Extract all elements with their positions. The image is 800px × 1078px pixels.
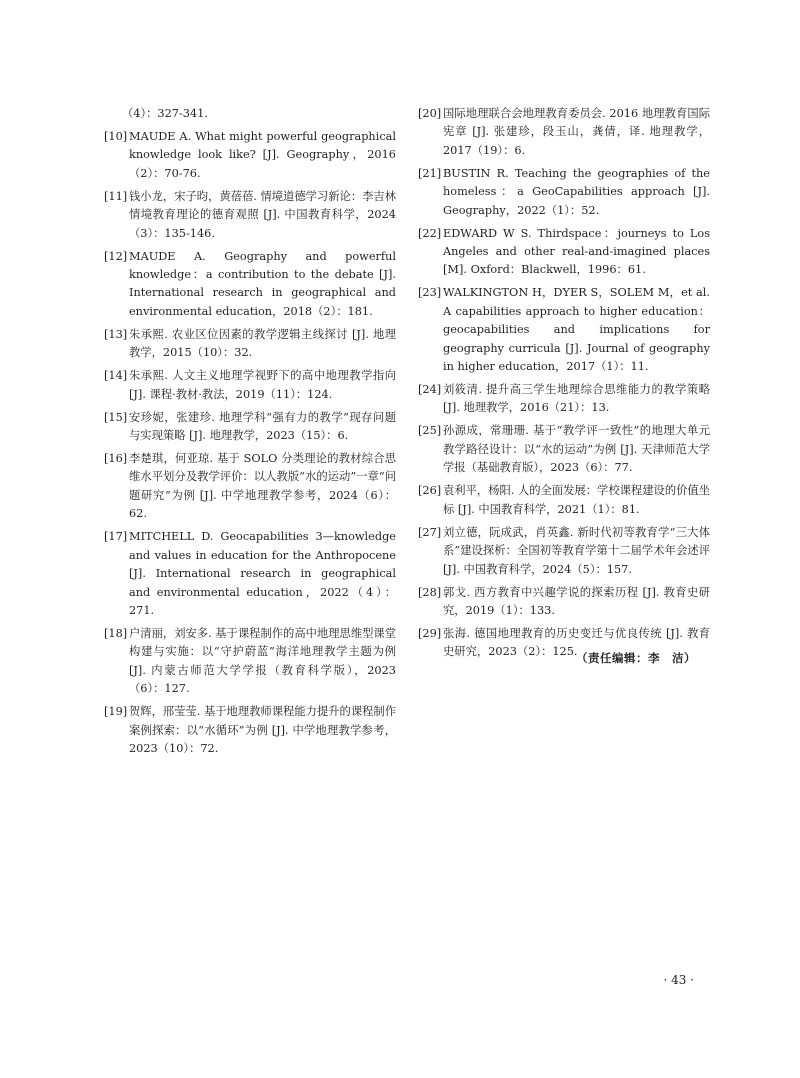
reference-21: [21] BUSTIN R. Teaching the geographies of the homeless：a GeoCapabilities approach [J]. Geography，2022（1）：52. xyxy=(418,166,710,217)
references-right-column xyxy=(418,105,710,666)
page-number: · 43 · xyxy=(663,973,694,987)
reference-10: [10] MAUDE A. What might powerful geographical knowledge look like? [J]. Geography，2016（2）：70-76. xyxy=(104,130,396,180)
reference-11: [11] 钱小龙，宋子昀，黄蓓蓓. 情境道德学习新论：李吉林情境教育理论的德育观照 [J]. 中国教育科学，2024（3）：135-146. xyxy=(104,189,397,240)
reference-17: [17] MITCHELL D. Geocapabilities 3—knowledge and values in education for the Anthropocene [J]. International research in geographical and environmental education，2022（4）：271. xyxy=(104,530,396,617)
reference-28: [28] 郭戈. 西方教育中兴趣学说的探索历程 [J]. 教育史研究，2019（1）：133. xyxy=(418,585,710,617)
reference-13: [13] 朱承熙. 农业区位因素的教学逻辑主线探讨 [J]. 地理教学，2015（10）：32. xyxy=(104,327,396,360)
reference-26: [26] 袁利平，杨阳. 人的全面发展：学校课程建设的价值坐标 [J]. 中国教育科学，2021（1）：81. xyxy=(418,484,711,516)
reference-22: [22] EDWARD W S. Thirdspace：journeys to Los Angeles and other real-and-imagined places [M]. Oxford：Blackwell，1996：61. xyxy=(418,226,710,277)
reference-16: [16] 李楚琪，何亚琼. 基于 SOLO 分类理论的教材综合思维水平划分及教学评价：以人教版“水的运动”一章“问题研究”为例 [J]. 中学地理教学参考，2024（6）：62. xyxy=(104,452,396,521)
reference-20: [20] 国际地理联合会地理教育委员会. 2016 地理教育国际宪章 [J]. 张建珍，段玉山，龚倩，译. 地理教学，2017（19）：6. xyxy=(418,107,710,157)
references-left-column xyxy=(104,105,396,763)
reference-14: [14] 朱承熙. 人文主义地理学视野下的高中地理教学指向 [J]. 课程·教材·教法，2019（11）：124. xyxy=(104,369,396,401)
responsible-editor-note: （责任编辑：李 洁） xyxy=(576,651,696,665)
reference-29: [29] 张海. 德国地理教育的历史变迁与优良传统 [J]. 教育史研究，2023（2）：125. xyxy=(418,626,710,659)
reference-15: [15] 安珍妮，张建珍. 地理学科“强有力的教学”现存问题与实现策略 [J]. 地理教学，2023（15）：6. xyxy=(104,410,396,443)
reference-24: [24] 刘筱清. 提升高三学生地理综合思维能力的教学策略 [J]. 地理教学，2016（21）：13. xyxy=(418,383,710,415)
reference-27: [27] 刘立德，阮成武，肖英鑫. 新时代初等教育学“三大体系”建设探析：全国初等教育学第十二届学术年会述评 [J]. 中国教育科学，2024（5）：157. xyxy=(418,525,710,576)
reference-continuation: （4）：327-341. xyxy=(122,107,208,120)
reference-19: [19] 贺辉，邢莹莹. 基于地理教师课程能力提升的课程制作案例探索：以“水循环”为例 [J]. 中学地理教学参考，2023（10）：72. xyxy=(104,705,397,755)
reference-25: [25] 孙源成，常珊珊. 基于“教学评一致性”的地理大单元教学路径设计：以“水的运动”为例 [J]. 天津师范大学学报（基础教育版），2023（6）：77. xyxy=(418,424,710,475)
reference-18: [18] 户清丽，刘安多. 基于课程制作的高中地理思维型课堂构建与实施：以“守护蔚蓝”海洋地理教学主题为例 [J]. 内蒙古师范大学学报（教育科学版），2023（6）：127. xyxy=(104,626,397,696)
reference-12: [12] MAUDE A. Geography and powerful knowledge：a contribution to the debate [J]. International research in geographical and environmental education，2018（2）：181. xyxy=(104,249,396,318)
reference-23: [23] WALKINGTON H，DYER S，SOLEM M，et al. A capabilities approach to higher education：geocapabilities and implications for geography curricula [J]. Journal of geography in higher education，2017（1）：11. xyxy=(418,286,710,374)
